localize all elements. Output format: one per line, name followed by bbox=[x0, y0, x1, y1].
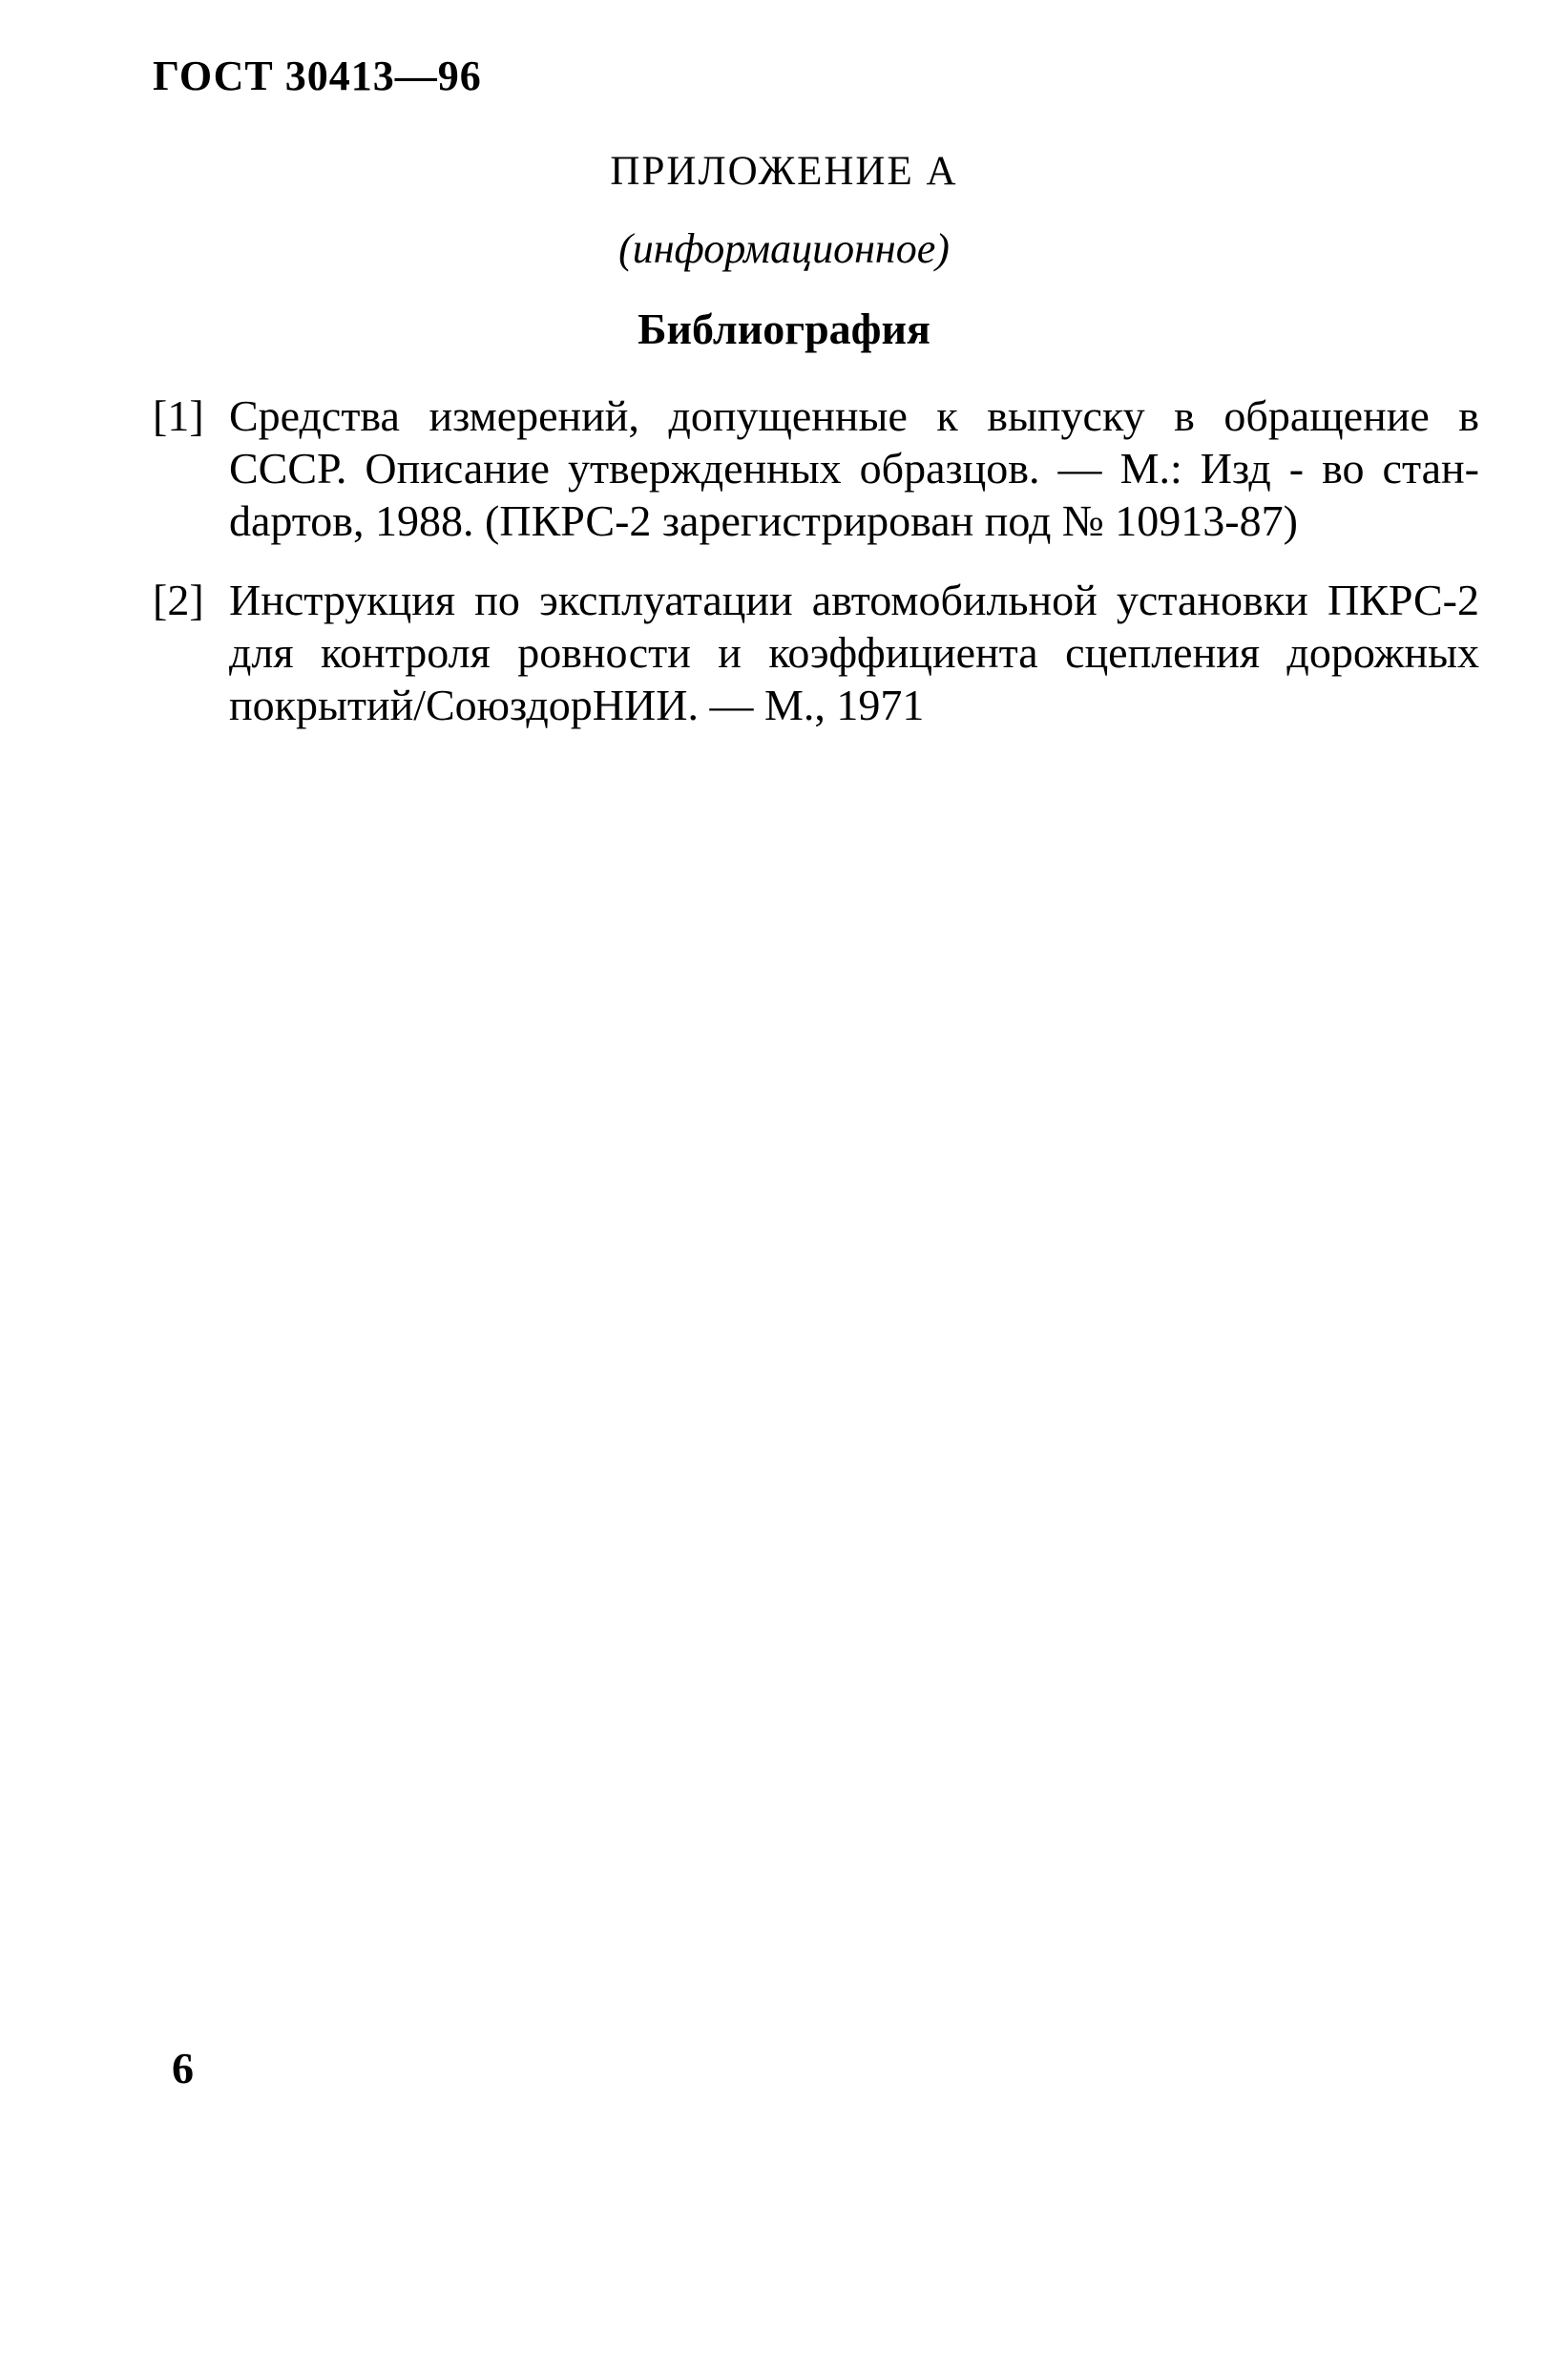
page-number: 6 bbox=[172, 2044, 194, 2092]
standard-code: ГОСТ 30413—96 bbox=[153, 53, 482, 99]
annex-status: (информационное) bbox=[618, 225, 950, 272]
bibliography-item bbox=[153, 389, 1479, 547]
reference-text: Средства измерений, допущенные к выпуску в обращение в СССР. Описание утвержденных образцов. — М.: Изд - во станdартов, 1988. (ПКРС-2 зарегистрирован под № 10913-87) bbox=[229, 391, 1479, 545]
annex-title: ПРИЛОЖЕНИЕ А bbox=[610, 149, 958, 194]
reference-number: [1] bbox=[153, 391, 204, 440]
bibliography-list bbox=[153, 389, 1479, 758]
bibliography-title: Библиография bbox=[638, 305, 930, 353]
reference-number: [2] bbox=[153, 576, 204, 624]
reference-text: Инструкция по эксплуатации автомобильной установки ПКРС-2 для контроля ровности и коэффициента сцепления дорожных покрытий/СоюздорНИИ. — М., 1971 bbox=[229, 576, 1479, 729]
bibliography-item bbox=[153, 574, 1479, 731]
